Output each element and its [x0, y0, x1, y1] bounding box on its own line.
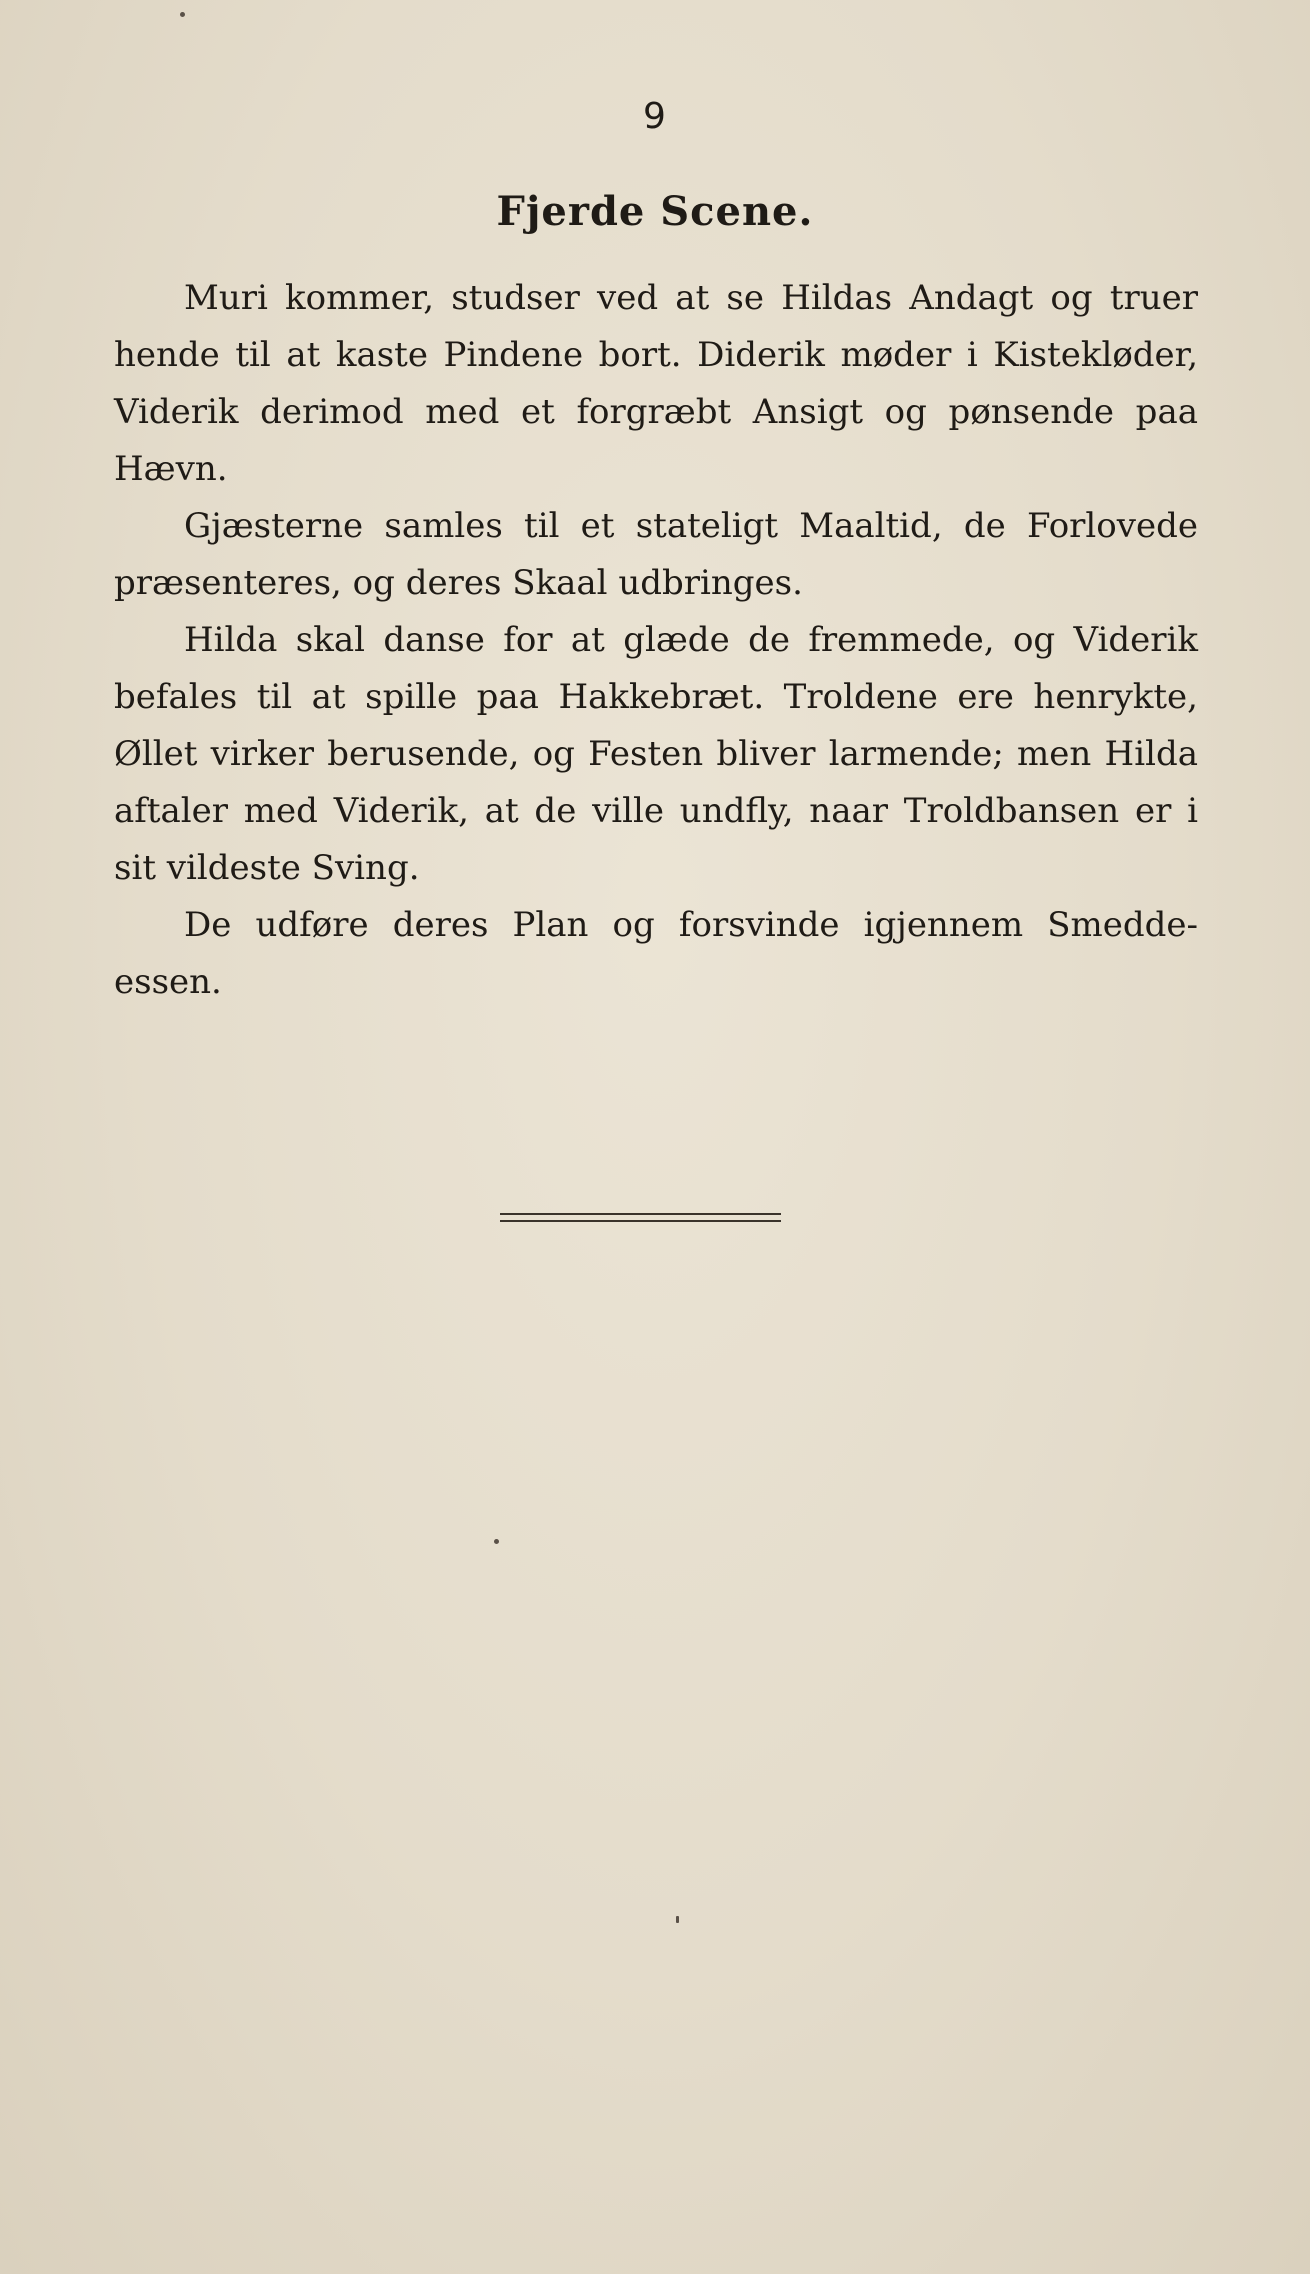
- double-rule-divider: [500, 1213, 781, 1222]
- paragraph-2: Gjæsterne samles til et stateligt Maaltid, de Forlovede præsenteres, og deres Skaal udbringes.: [114, 506, 1198, 603]
- page-number: 9: [643, 96, 667, 137]
- scene-title: Fjerde Scene.: [496, 188, 814, 235]
- paper-speck: [676, 1916, 679, 1923]
- body-text: [114, 270, 1198, 1011]
- paragraph-3: Hilda skal danse for at glæde de fremmede, og Viderik befales til at spille paa Hakkebræt. Troldene ere henrykte, Øllet virker berusende, og Festen bliver larmende; men Hilda aftaler med Viderik, at de ville undfly, naar Troldbansen er i sit vildeste Sving.: [114, 620, 1198, 888]
- paper-speck: [494, 1539, 499, 1544]
- paragraph-4: De udføre deres Plan og forsvinde igjennem Smedde-essen.: [114, 905, 1198, 1002]
- paragraph-1: Muri kommer, studser ved at se Hildas Andagt og truer hende til at kaste Pindene bort. Diderik møder i Kistekløder, Viderik derimod med et forgræbt Ansigt og pønsende paa Hævn.: [114, 278, 1198, 489]
- paper-speck: [180, 12, 185, 17]
